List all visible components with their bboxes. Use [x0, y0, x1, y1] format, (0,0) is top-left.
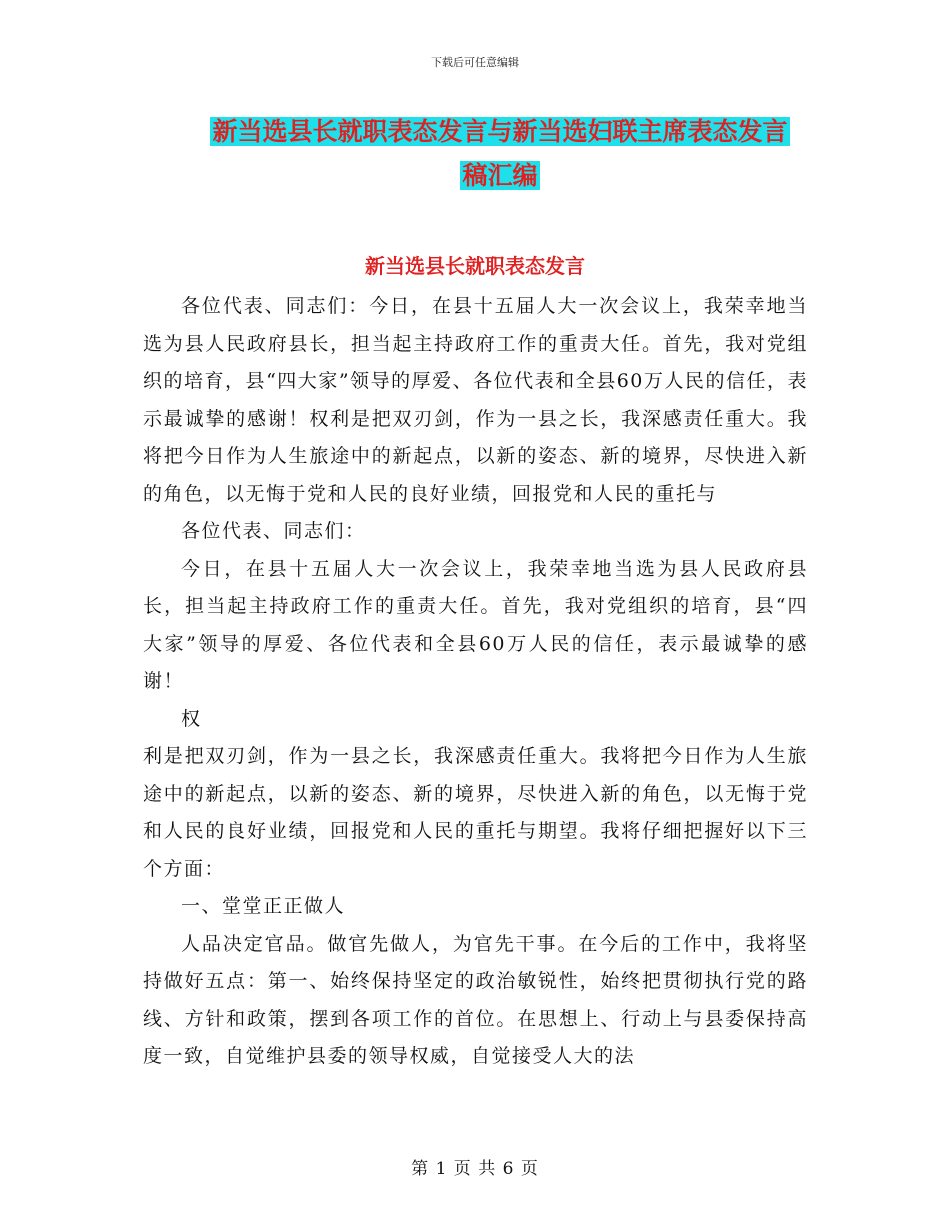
paragraph: 各位代表、同志们：今日，在县十五届人大一次会议上，我荣幸地当选为县人民政府县长，担当起主持政府工作的重责大任。首先，我对党组织的培育，县“四大家”领导的厚爱、各位代表和全县60万人民的信任，表示最诚挚的感谢！权利是把双刃剑，作为一县之长，我深感责任重大。我将把今日作为人生旅途中的新起点，以新的姿态、新的境界，尽快进入新的角色，以无悔于党和人民的良好业绩，回报党和人民的重托与 [143, 295, 808, 505]
paragraph: 利是把双刃剑，作为一县之长，我深感责任重大。我将把今日作为人生旅途中的新起点，以新的姿态、新的境界，尽快进入新的角色，以无悔于党和人民的良好业绩，回报党和人民的重托与期望。我将仔细把握好以下三个方面： [143, 745, 808, 880]
paragraph: 各位代表、同志们： [181, 520, 366, 542]
document-body [143, 288, 808, 1076]
paragraph: 权 [181, 707, 202, 730]
document-title [150, 110, 850, 198]
document-title-line-2: 稿汇编 [462, 161, 538, 190]
paragraph: 人品决定官品。做官先做人，为官先干事。在今后的工作中，我将坚持做好五点：第一、始终保持坚定的政治敏锐性，始终把贯彻执行党的路线、方针和政策，摆到各项工作的首位。在思想上、行动上与县委保持高度一致，自觉维护县委的领导权威，自觉接受人大的法 [143, 932, 808, 1067]
section-title: 新当选县长就职表态发言 [365, 254, 585, 278]
document-title-line-1: 新当选县长就职表态发言与新当选妇联主席表态发言 [212, 117, 788, 146]
paragraph: 今日，在县十五届人大一次会议上，我荣幸地当选为县人民政府县长，担当起主持政府工作的重责大任。首先，我对党组织的培育，县“四大家”领导的厚爱、各位代表和全县60万人民的信任，表示最诚挚的感谢！ [143, 557, 808, 692]
page-footer: 第 1 页 共 6 页 [411, 1159, 539, 1179]
page-header-note: 下载后可任意编辑 [431, 56, 519, 69]
paragraph-heading: 一、堂堂正正做人 [181, 895, 346, 917]
